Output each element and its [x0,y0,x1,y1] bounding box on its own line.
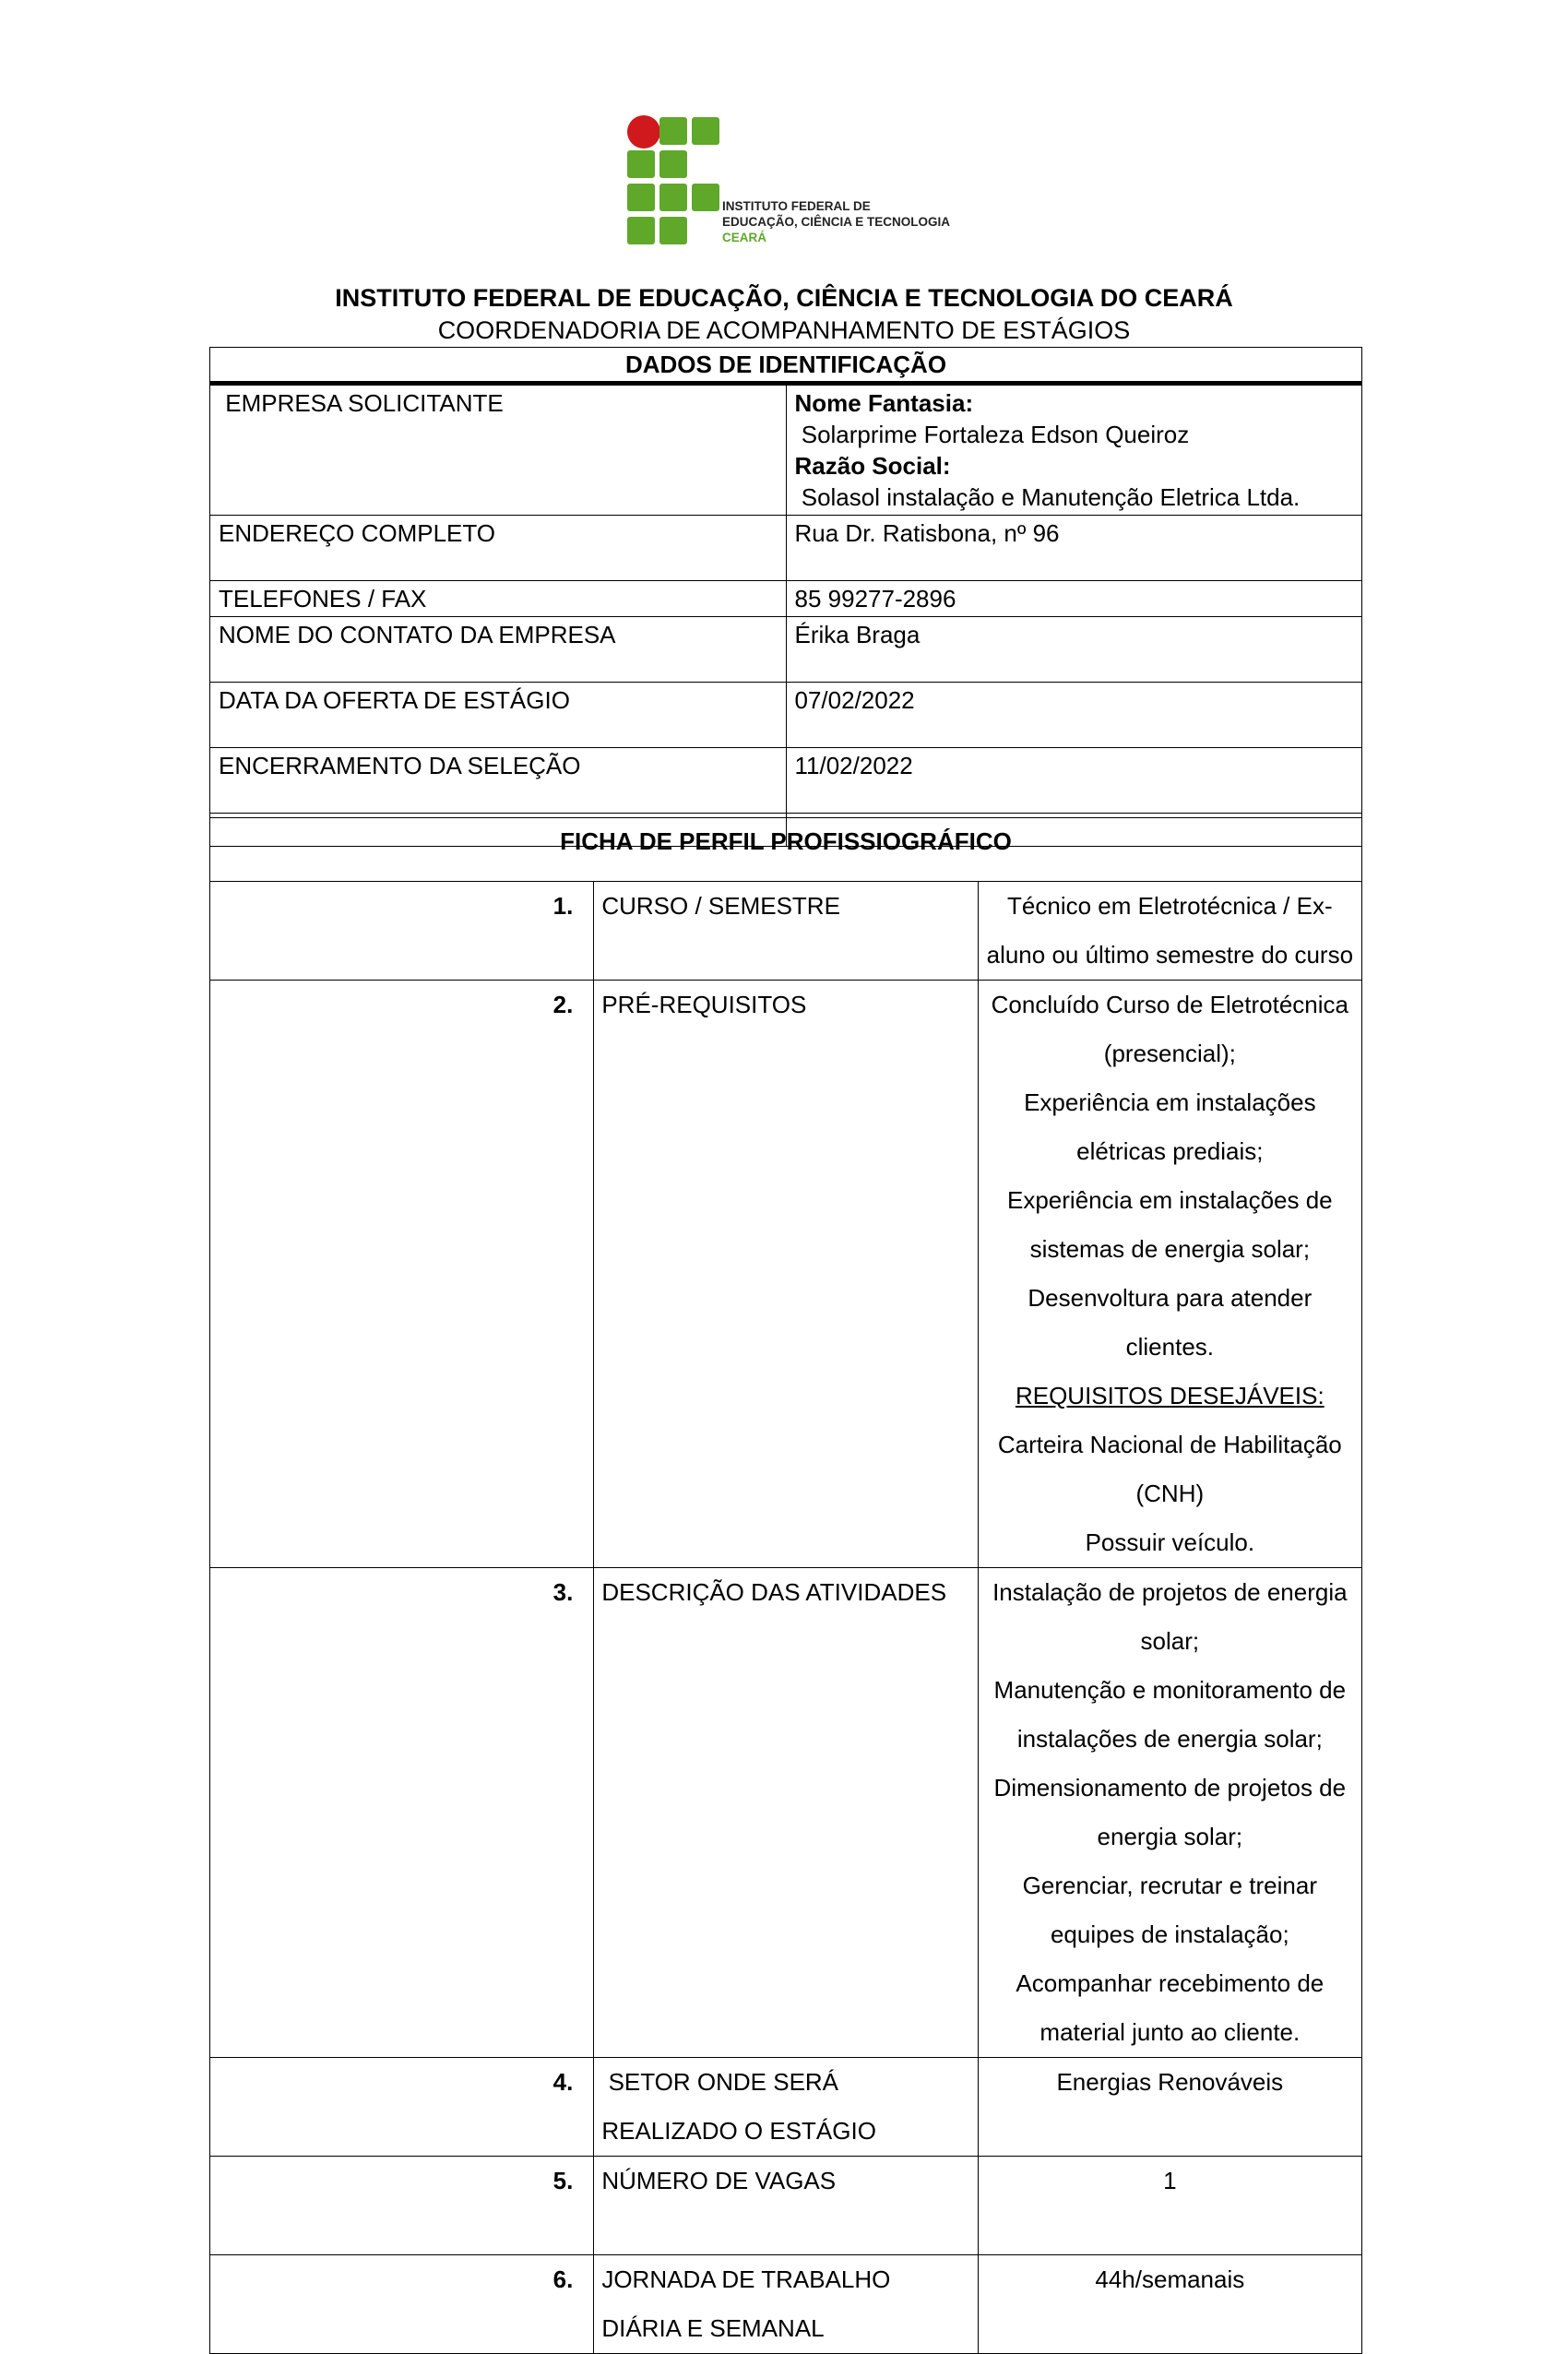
profile-row [210,2157,1362,2255]
profile-table [209,817,1362,2354]
institution-title: INSTITUTO FEDERAL DE EDUCAÇÃO, CIÊNCIA E TECNOLOGIA DO CEARÁ [335,284,1233,312]
logo-square [627,184,655,211]
value-line: Carteira Nacional de Habilitação (CNH) [997,1431,1342,1507]
row-label: NÚMERO DE VAGAS [594,2157,978,2255]
profile-row [210,981,1362,1568]
closing-label: ENCERRAMENTO DA SELEÇÃO [210,748,787,814]
department-subtitle: COORDENADORIA DE ACOMPANHAMENTO DE ESTÁGIOS [437,316,1131,344]
row-number: 3. [210,1568,594,2058]
address-label: ENDEREÇO COMPLETO [210,516,787,581]
row-number: 6. [210,2255,594,2354]
logo-line-3: CEARÁ [722,231,767,244]
value-line: Manutenção e monitoramento de instalações de energia solar; [993,1676,1347,1753]
profile-row [210,1568,1362,2058]
logo-square [659,117,687,145]
row-value [978,1568,1361,2058]
contact-label: NOME DO CONTATO DA EMPRESA [210,617,787,683]
row-number: 1. [210,882,594,981]
row-value [978,2058,1361,2157]
phones-label: TELEFONES / FAX [210,581,787,617]
row-number: 4. [210,2058,594,2157]
logo-line-1: INSTITUTO FEDERAL DE [722,199,871,213]
value-line: Dimensionamento de projetos de energia solar; [993,1774,1347,1850]
row-value [978,981,1361,1568]
row-number: 2. [210,981,594,1568]
closing-date-value: 11/02/2022 [786,748,1362,814]
value-line: Instalação de projetos de energia solar; [992,1578,1348,1655]
value-line: Desenvoltura para atender clientes. [1028,1284,1313,1361]
row-label: JORNADA DE TRABALHO DIÁRIA E SEMANAL [594,2255,978,2354]
fantasy-name: Solarprime Fortaleza Edson Queiroz [794,421,1190,448]
desirable-requirements-heading: REQUISITOS DESEJÁVEIS: [1015,1382,1324,1409]
identification-heading: DADOS DE IDENTIFICAÇÃO [210,348,1362,384]
logo-square [659,184,687,211]
value-line: Energias Renováveis [1056,2068,1284,2096]
logo-square [627,217,655,244]
row-value [978,2157,1361,2255]
row-label: DESCRIÇÃO DAS ATIVIDADES [594,1568,978,2058]
row-label: PRÉ-REQUISITOS [594,981,978,1568]
profile-heading: FICHA DE PERFIL PROFISSIOGRÁFICO [210,818,1362,882]
value-line: 44h/semanais [1095,2265,1245,2293]
row-value [978,2255,1361,2354]
offer-date-value: 07/02/2022 [786,683,1362,748]
logo-wordmark [722,198,950,245]
legal-name: Solasol instalação e Manutenção Eletrica Ltda. [794,483,1301,511]
value-line: Concluído Curso de Eletrotécnica (presencial); [991,991,1348,1067]
logo-square [692,184,719,211]
row-number: 5. [210,2157,594,2255]
fantasy-name-label: Nome Fantasia: [794,389,974,417]
value-line: Gerenciar, recrutar e treinar equipes de instalação; [1022,1872,1317,1948]
row-value [978,882,1361,981]
address-value: Rua Dr. Ratisbona, nº 96 [786,516,1362,581]
profile-row [210,882,1362,981]
row-label: CURSO / SEMESTRE [594,882,978,981]
contact-value: Érika Braga [786,617,1362,683]
value-line: Experiência em instalações elétricas prediais; [1024,1088,1316,1165]
legal-name-label: Razão Social: [794,452,951,480]
institution-logo [627,115,978,254]
value-line: Possuir veículo. [1085,1528,1255,1556]
profile-row [210,2255,1362,2354]
value-line: Acompanhar recebimento de material junto ao cliente. [1016,1969,1324,2046]
phones-value: 85 99277-2896 [786,581,1362,617]
offer-date-label: DATA DA OFERTA DE ESTÁGIO [210,683,787,748]
logo-square [627,150,655,178]
logo-square [659,217,687,244]
value-line: Experiência em instalações de sistemas de energia solar; [1007,1186,1333,1263]
identification-table [209,347,1362,847]
row-label: SETOR ONDE SERÁ REALIZADO O ESTÁGIO [594,2058,978,2157]
profile-row [210,2058,1362,2157]
value-line: 1 [1163,2167,1177,2194]
logo-line-2: EDUCAÇÃO, CIÊNCIA E TECNOLOGIA [722,215,951,229]
company-value [786,384,1362,516]
logo-square [692,117,719,145]
logo-red-dot [627,115,660,149]
value-line: Técnico em Eletrotécnica / Ex-aluno ou último semestre do curso [986,892,1354,969]
company-label: EMPRESA SOLICITANTE [210,384,787,516]
logo-square [659,150,687,178]
